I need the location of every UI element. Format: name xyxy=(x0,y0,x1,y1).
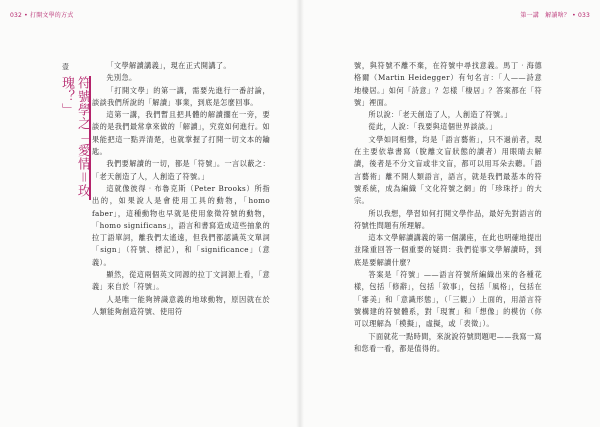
left-page-body xyxy=(92,60,270,318)
left-paragraph: 「文學解讀講義」，現在正式開講了。 xyxy=(106,61,231,70)
left-paragraph: 這就像彼得‧布魯克斯（Peter Brooks）所指出的，如果說人是會使用工具的動物，「homo faber」，這種動物也早就是使用象徵符號的動物，「homo significans」，語言和書寫造成這些抽象的拉丁語單詞，離我們太遙遠，但我們都認識英文單詞「sign」（符號、標記），和「significance」（意義）。 xyxy=(92,183,270,267)
right-paragraph: 這本文學解讀講義的第一個講座，在此也明確地提出並隆重回答一個重要的疑問：我們從事文學解讀時，到底是要解讀什麼？ xyxy=(354,233,542,267)
chapter-title-block xyxy=(56,62,96,202)
right-page xyxy=(300,0,600,427)
left-paragraph: 先別急。 xyxy=(106,73,137,83)
right-page-body xyxy=(354,60,542,355)
right-paragraph: 號，與符號不離不棄，在符號中尋找意義。馬丁‧海德格爾（Martin Heidegger）有句名言：「人——詩意地棲居。」如何「詩意」？怎樣「棲居」？答案都在「符號」裡面。 xyxy=(354,61,542,107)
left-paragraph: 顯然，從這兩個英文同源的拉丁文詞源上看，「意義」來自於「符號」。 xyxy=(92,270,270,292)
right-page-header: 第一講 解讀啥？ • 033 xyxy=(520,12,590,19)
right-paragraph: 答案是「符號」——語言符號所編織出來的各種花樣，包括「修辭」，包括「敘事」，包括「風格」，包括在「審美」和「意識形態」，（「三觀」）上面的，用語言符號構建的符號體系，對「現實」和「想像」的模仿（你可以理解為「模擬」，虛擬，或「表徵」）。 xyxy=(354,270,542,329)
chapter-title: 符號學之「愛情＝玫瑰？」 xyxy=(59,76,90,198)
right-paragraph: 所以說：「老天創造了人，人創造了符號。」 xyxy=(368,110,512,120)
left-paragraph: 這第一講，我們暫且把具體的解讀擱在一旁，要談的是我們最常拿來做的「解讀」，究竟如何進行。如果能把這一點弄清楚，也就掌握了打開一切文本的鑰匙。 xyxy=(92,110,270,157)
right-paragraph: 文學如同相聲，均是「語言藝術」，只不過前者，現在主要依靠書寫（脫離文盲狀態的讀者）用眼睛去解讀，後者是不分文盲或非文盲，都可以用耳朵去聽。「語言藝術」離不開人類語言，語言，就是我們最基本的符號系統，成為編織「文化符號之網」的「珍珠抒」的大宗。 xyxy=(354,134,542,206)
left-paragraph: 人是唯一能夠辨識意義的地球動物，原因就在於人類能夠創造符號、使用符 xyxy=(92,294,270,316)
left-paragraph: 我們要解讀的一切，都是「符號」。一言以蔽之：「老天創造了人，人創造了符號。」 xyxy=(92,159,270,181)
left-paragraph: 「打開文學」的第一講，需要先進行一番討論，談談我們所說的「解讀」事業，到底是怎麼回事。 xyxy=(92,85,270,107)
right-paragraph: 所以我想，學習如何打開文學作品，最好先對語言的符號性問題有所理解。 xyxy=(354,208,542,230)
chapter-number: 壹 xyxy=(62,63,69,71)
left-page-header: 032 • 打開文學的方式 xyxy=(10,12,74,19)
right-paragraph: 下面就花一點時間，來說說符號問題吧——我寫一寫和您看一看，都是值得的。 xyxy=(354,331,542,353)
right-paragraph: 從此，人說：「我要與這個世界談談。」 xyxy=(368,122,497,132)
